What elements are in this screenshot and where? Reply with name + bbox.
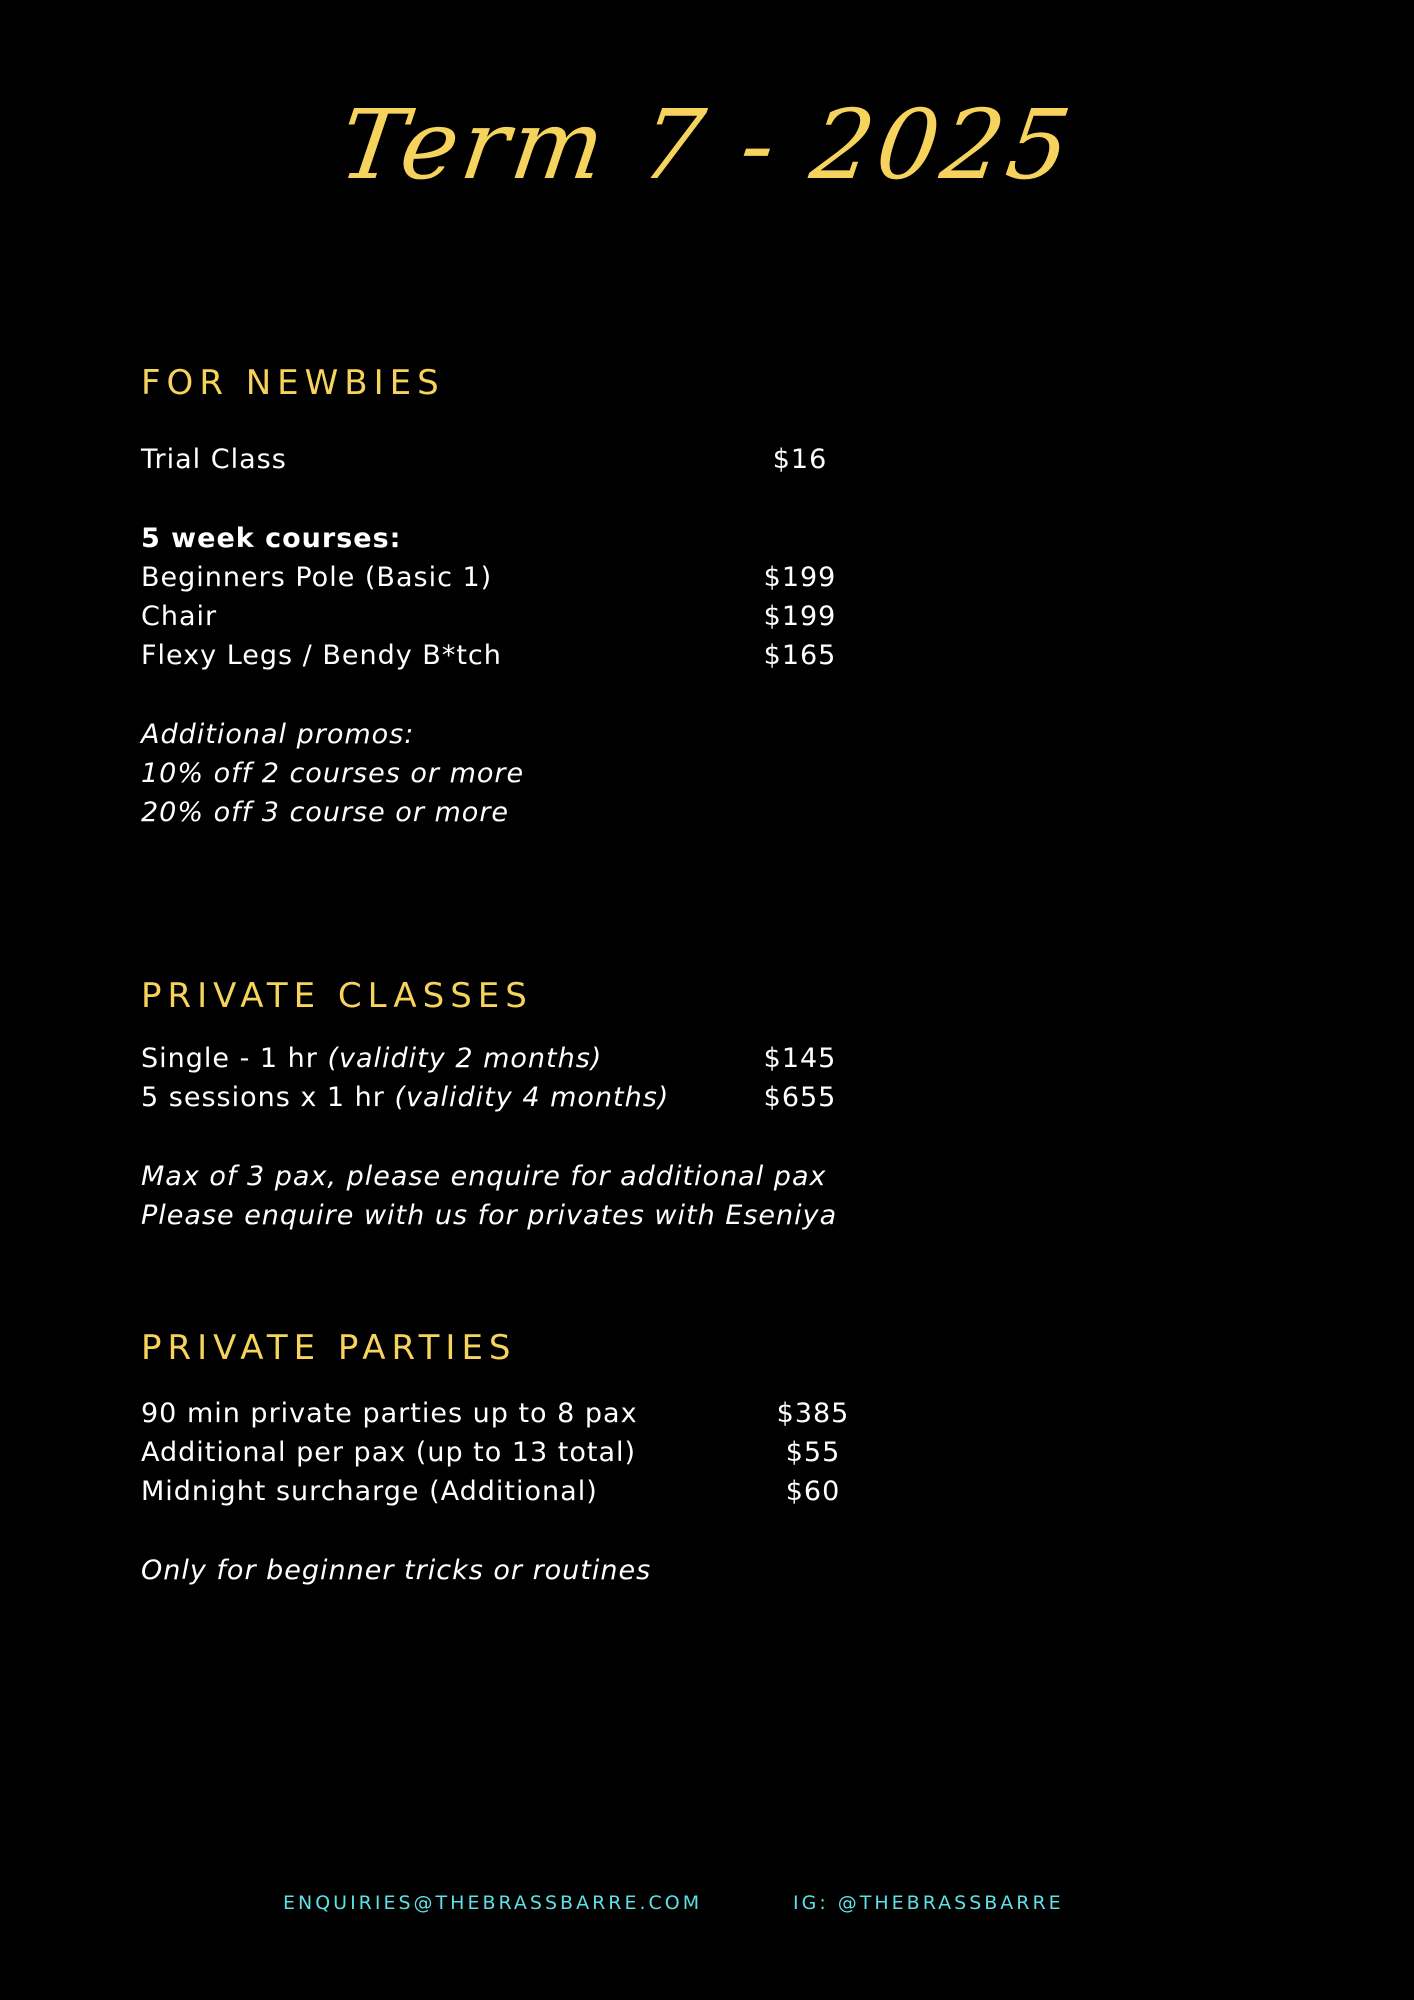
party-label: 90 min private parties up to 8 pax: [141, 1398, 638, 1429]
promo-item: 20% off 3 course or more: [141, 797, 510, 828]
section-heading-newbies: FOR NEWBIES: [141, 363, 445, 403]
section-heading-private-classes: PRIVATE CLASSES: [141, 976, 533, 1016]
trial-class-label: Trial Class: [141, 444, 287, 475]
course-price: $199: [763, 562, 837, 593]
party-price: $55: [785, 1437, 841, 1468]
courses-subheading: 5 week courses:: [141, 523, 402, 554]
course-label: Beginners Pole (Basic 1): [141, 562, 493, 593]
trial-class-price: $16: [772, 444, 828, 475]
private-class-label: Single - 1 hr: [141, 1043, 328, 1074]
footer-email-link[interactable]: ENQUIRIES@THEBRASSBARRE.COM: [283, 1892, 703, 1914]
promos-heading: Additional promos:: [141, 719, 415, 750]
party-price: $60: [785, 1476, 841, 1507]
private-class-note: Please enquire with us for privates with Eseniya: [141, 1200, 838, 1231]
private-class-price: $655: [763, 1082, 837, 1113]
party-note: Only for beginner tricks or routines: [141, 1555, 652, 1586]
course-price: $165: [763, 640, 837, 671]
party-label: Midnight surcharge (Additional): [141, 1476, 598, 1507]
private-class-note: Max of 3 pax, please enquire for additional pax: [141, 1161, 827, 1192]
private-class-row: [141, 1039, 602, 1078]
party-price: $385: [776, 1398, 850, 1429]
footer-instagram-link[interactable]: IG: @THEBRASSBARRE: [793, 1892, 1064, 1914]
private-class-label: 5 sessions x 1 hr: [141, 1082, 395, 1113]
private-class-price: $145: [763, 1043, 837, 1074]
private-class-row: [141, 1078, 669, 1117]
course-label: Flexy Legs / Bendy B*tch: [141, 640, 502, 671]
course-price: $199: [763, 601, 837, 632]
course-label: Chair: [141, 601, 218, 632]
promo-item: 10% off 2 courses or more: [141, 758, 525, 789]
private-class-validity: (validity 2 months): [327, 1043, 603, 1074]
page-title: Term 7 - 2025: [333, 89, 1081, 201]
section-heading-private-parties: PRIVATE PARTIES: [141, 1328, 517, 1368]
party-label: Additional per pax (up to 13 total): [141, 1437, 637, 1468]
private-class-validity: (validity 4 months): [394, 1082, 670, 1113]
